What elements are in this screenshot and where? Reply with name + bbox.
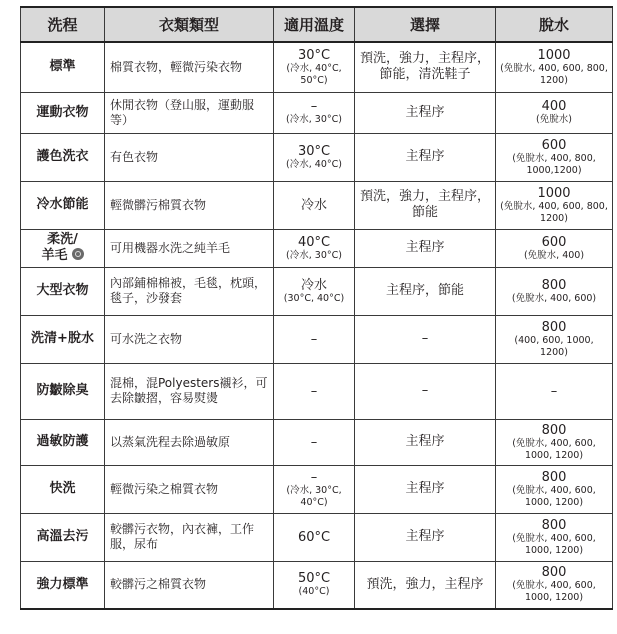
selection-cell (355, 181, 496, 229)
temperature-cell (274, 181, 355, 229)
temperature-default: 冷水 (300, 197, 327, 213)
table-row (21, 315, 613, 363)
temperature-options: (30°C, 40°C) (283, 292, 345, 304)
program-cell (21, 92, 105, 133)
spin-options: (免脫水, 400, 600, 800, 1200) (500, 200, 608, 224)
fabric-type-cell: 內部鋪棉棉被，毛毯，枕頭，毯子，沙發套 (105, 267, 274, 315)
selection-cell (355, 513, 496, 561)
temperature-cell (274, 363, 355, 419)
temperature-default: 50°C (297, 571, 331, 587)
temperature-default: – (310, 99, 318, 114)
temperature-cell (274, 133, 355, 181)
program-cell (21, 561, 105, 609)
program-name: 強力標準 (36, 576, 89, 592)
spin-options: (免脫水) (536, 114, 572, 125)
program-name: 防皺除臭 (36, 383, 89, 398)
selection-cell (355, 363, 496, 419)
table-row (21, 92, 613, 133)
program-name: 羊毛 (41, 248, 68, 263)
selection-cell (355, 42, 496, 92)
program-name: 冷水節能 (36, 197, 89, 212)
program-cell (21, 315, 105, 363)
program-name: 大型衣物 (36, 283, 89, 298)
fabric-type-cell: 較髒污衣物，內衣褲，工作服，尿布 (105, 513, 274, 561)
selection-options: 主程序 (405, 434, 445, 449)
fabric-type-cell: 可用機器水洗之純羊毛 (105, 229, 274, 267)
spin-default: 800 (541, 319, 567, 335)
selection-options: 主程序，節能 (385, 283, 464, 298)
temperature-default: – (310, 383, 318, 399)
spin-options: (免脫水, 400, 600, 800, 1200) (500, 62, 608, 86)
program-cell (21, 133, 105, 181)
selection-options: 預洗，強力，主程序，節能，清洗鞋子 (359, 51, 490, 83)
program-name: 過敏防護 (36, 434, 89, 449)
temperature-default: – (310, 331, 318, 347)
spin-cell (496, 315, 613, 363)
fabric-type-cell: 有色衣物 (105, 133, 274, 181)
spin-cell (496, 181, 613, 229)
selection-cell (355, 561, 496, 609)
temperature-default: – (310, 434, 318, 450)
temperature-options: (40°C) (298, 586, 330, 598)
fabric-type-cell: 較髒污之棉質衣物 (105, 561, 274, 609)
selection-options: 主程序 (405, 240, 445, 255)
fabric-type-cell: 可水洗之衣物 (105, 315, 274, 363)
wool-icon (72, 248, 84, 260)
temperature-default: 30°C (297, 143, 331, 159)
selection-options: 主程序 (405, 104, 445, 120)
temperature-options: (冷水, 30°C) (286, 249, 342, 261)
spin-default: – (550, 383, 558, 399)
selection-options: 預洗，強力，主程序 (366, 576, 484, 592)
header-spin: 脫水 (496, 7, 613, 42)
program-name: 高溫去污 (36, 529, 89, 544)
wash-program-table-container (20, 6, 612, 610)
header-temperature: 適用溫度 (274, 7, 355, 42)
table-body (21, 42, 613, 609)
spin-default: 800 (541, 277, 567, 293)
spin-options: (免脫水, 400, 600, 1000, 1200) (512, 532, 596, 556)
selection-options: 主程序 (405, 481, 445, 496)
fabric-type-cell: 輕微髒污棉質衣物 (105, 181, 274, 229)
spin-options: (免脫水, 400, 600, 1000, 1200) (512, 437, 596, 461)
temperature-cell (274, 92, 355, 133)
selection-options: – (421, 383, 429, 398)
fabric-type-cell: 混棉，混Polyesters襯衫，可去除皺摺，容易熨燙 (105, 363, 274, 419)
spin-cell (496, 229, 613, 267)
selection-cell (355, 92, 496, 133)
program-cell (21, 363, 105, 419)
spin-cell (496, 561, 613, 609)
temperature-cell (274, 513, 355, 561)
temperature-default: – (310, 469, 318, 485)
spin-cell (496, 92, 613, 133)
spin-cell (496, 267, 613, 315)
selection-options: – (421, 331, 429, 346)
selection-options: 預洗，強力，主程序，節能 (359, 189, 490, 220)
spin-default: 800 (541, 517, 567, 533)
spin-cell (496, 42, 613, 92)
spin-default: 800 (541, 565, 567, 581)
spin-cell (496, 133, 613, 181)
selection-cell (355, 419, 496, 465)
program-cell (21, 42, 105, 92)
spin-options: (免脫水, 400) (523, 249, 585, 261)
table-row (21, 419, 613, 465)
temperature-options: (冷水, 40°C) (286, 158, 342, 170)
spin-options: (400, 600, 1000, 1200) (514, 334, 594, 358)
fabric-type-cell: 棉質衣物，輕微污染衣物 (105, 42, 274, 92)
program-cell (21, 267, 105, 315)
table-row (21, 42, 613, 92)
temperature-cell (274, 315, 355, 363)
temperature-options: (冷水, 40°C, 50°C) (286, 62, 342, 86)
table-row (21, 465, 613, 513)
selection-cell (355, 133, 496, 181)
temperature-cell (274, 561, 355, 609)
spin-cell (496, 419, 613, 465)
table-row (21, 363, 613, 419)
header-fabric-type: 衣類類型 (105, 7, 274, 42)
temperature-cell (274, 267, 355, 315)
selection-cell (355, 315, 496, 363)
wash-program-table (20, 6, 613, 610)
program-cell (21, 513, 105, 561)
header-selection: 選擇 (355, 7, 496, 42)
spin-options: (免脫水, 400, 600, 1000, 1200) (512, 484, 596, 508)
program-name: 標準 (49, 59, 76, 75)
selection-cell (355, 465, 496, 513)
spin-cell (496, 513, 613, 561)
selection-options: 主程序 (405, 529, 445, 544)
program-name: 洗清+脫水 (31, 331, 94, 346)
table-row (21, 513, 613, 561)
program-cell (21, 229, 105, 267)
fabric-type-cell: 休閒衣物（登山服，運動服等） (105, 92, 274, 133)
table-header (21, 7, 613, 42)
temperature-default: 40°C (297, 234, 331, 250)
table-row (21, 229, 613, 267)
program-name: 快洗 (49, 481, 76, 496)
temperature-cell (274, 42, 355, 92)
spin-default: 1000 (537, 185, 571, 201)
program-cell (21, 419, 105, 465)
table-row (21, 267, 613, 315)
spin-default: 1000 (537, 47, 571, 63)
program-cell (21, 465, 105, 513)
fabric-type-cell: 以蒸氣洗程去除過敏原 (105, 419, 274, 465)
table-row (21, 133, 613, 181)
header-row (21, 7, 613, 42)
program-name: 運動衣物 (36, 104, 89, 120)
spin-default: 800 (541, 422, 567, 438)
header-program: 洗程 (21, 7, 105, 42)
temperature-options: (冷水, 30°C) (286, 114, 342, 125)
spin-cell (496, 465, 613, 513)
temperature-cell (274, 229, 355, 267)
spin-cell (496, 363, 613, 419)
spin-default: 600 (541, 234, 567, 250)
spin-options: (免脫水, 400, 600, 1000, 1200) (512, 580, 596, 604)
temperature-default: 60°C (297, 529, 331, 545)
program-cell (21, 181, 105, 229)
spin-default: 600 (541, 137, 567, 153)
program-name: 柔洗/ (47, 232, 78, 247)
selection-options: 主程序 (405, 149, 445, 164)
spin-default: 800 (541, 469, 567, 485)
spin-options: (免脫水, 400, 800, 1000,1200) (512, 152, 596, 176)
temperature-default: 30°C (297, 47, 331, 63)
program-name: 護色洗衣 (36, 149, 89, 164)
temperature-cell (274, 419, 355, 465)
temperature-cell (274, 465, 355, 513)
table-row (21, 181, 613, 229)
temperature-default: 冷水 (300, 277, 327, 293)
spin-options: (免脫水, 400, 600) (511, 292, 597, 304)
selection-cell (355, 229, 496, 267)
selection-cell (355, 267, 496, 315)
temperature-options: (冷水, 30°C, 40°C) (286, 484, 342, 508)
fabric-type-cell: 輕微污染之棉質衣物 (105, 465, 274, 513)
table-row (21, 561, 613, 609)
spin-default: 400 (541, 99, 567, 114)
